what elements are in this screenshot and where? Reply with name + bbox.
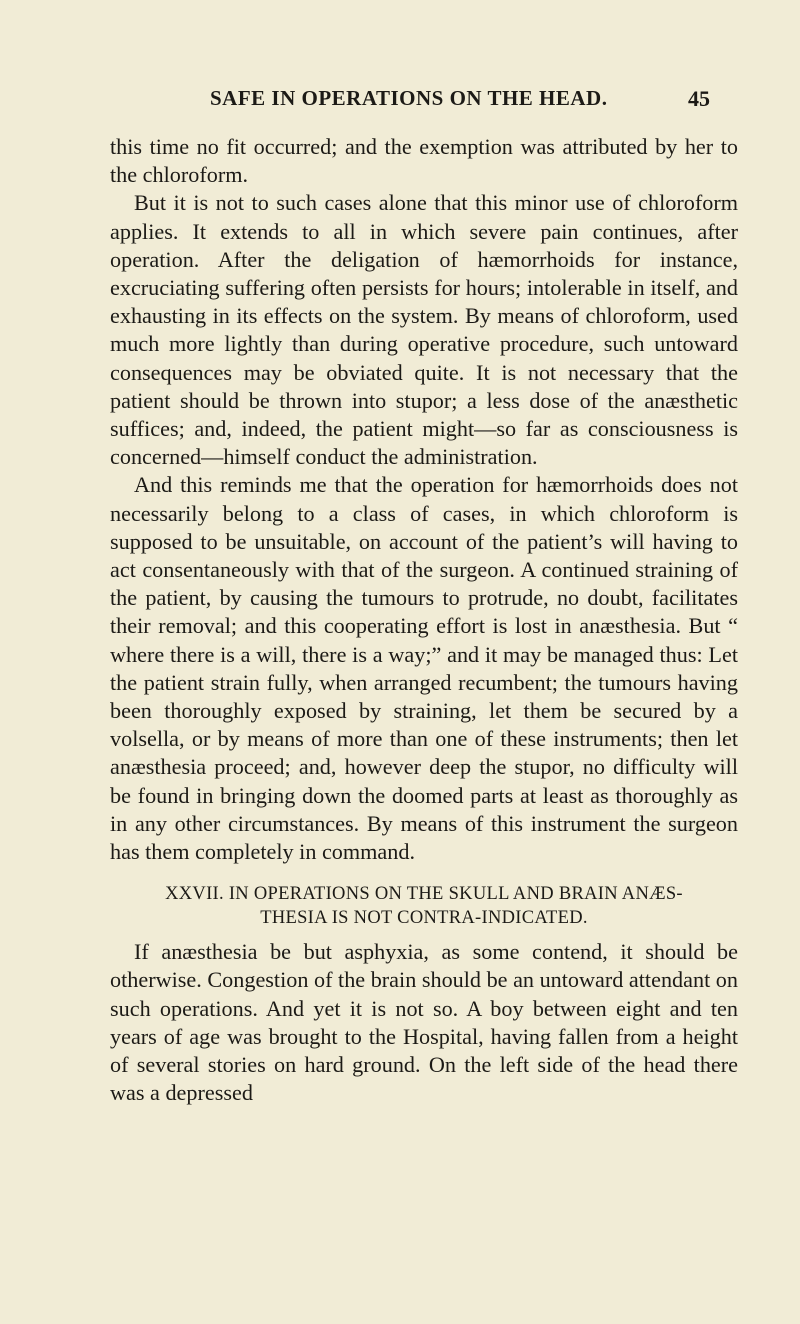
section-heading <box>110 882 738 930</box>
running-title: SAFE IN OPERATIONS ON THE HEAD. <box>210 86 608 110</box>
paragraph-continuation: this time no fit occurred; and the exemption was attributed by her to the chloroform. <box>110 134 738 188</box>
section-heading-line-2: THESIA IS NOT CONTRA-INDICATED. <box>260 908 588 929</box>
paragraph-skull-and-brain: If anæsthesia be but asphyxia, as some contend, it should be otherwise. Congestion of the brain should be an untoward attendant on such operations. And yet it is not so. A boy between eight and ten years of age was brought to the Hospital, having fallen from a height of several stories on hard ground. On the left side of the head there was a depressed <box>110 939 738 1106</box>
page-number: 45 <box>688 86 710 111</box>
paragraph-haemorrhoids-operation: And this reminds me that the operation for hæmorrhoids does not necessarily belong to a class of cases, in which chloroform is supposed to be unsuitable, on account of the patient’s will having to act consentaneously with that of the surgeon. A continued straining of the patient, by causing the tumours to protrude, no doubt, facilitates their removal; and this cooperating effort is lost in anæsthesia. But “ where there is a will, there is a way;” and it may be managed thus: Let the patient strain fully, when arranged recumbent; the tumours having been thoroughly exposed by straining, let them be secured by a volsella, or by means of more than one of these instruments; then let anæsthesia proceed; and, however deep the stupor, no difficulty will be found in bringing down the doomed parts at least as thoroughly as in any other circumstances. By means of this instrument the surgeon has them completely in command. <box>110 472 738 865</box>
running-head <box>140 86 710 116</box>
section-heading-line-1: XXVII. IN OPERATIONS ON THE SKULL AND BRAIN ANÆS- <box>165 884 683 905</box>
body-text <box>110 133 738 1108</box>
paragraph-minor-use-of-chloroform: But it is not to such cases alone that this minor use of chloroform applies. It extends to all in which severe pain continues, after operation. After the deligation of hæmorrhoids for instance, excruciating suffering often persists for hours; intolerable in itself, and exhausting in its effects on the system. By means of chloroform, used much more lightly than during operative procedure, such untoward consequences may be obviated quite. It is not necessary that the patient should be thrown into stupor; a less dose of the anæsthetic suffices; and, indeed, the patient might—so far as consciousness is concerned—himself conduct the administration. <box>110 190 738 470</box>
